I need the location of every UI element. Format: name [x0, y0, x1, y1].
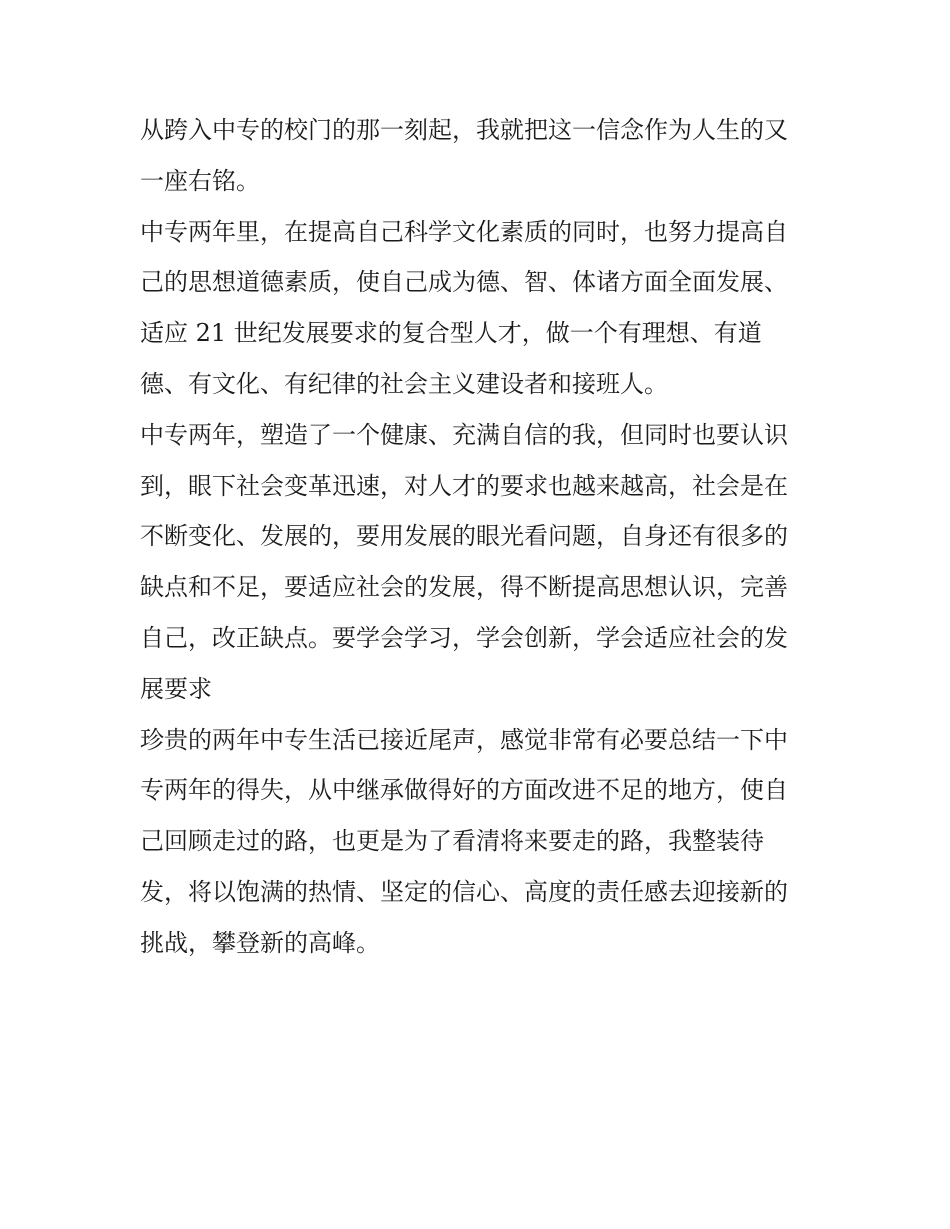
text-line: 己的思想道德素质，使自己成为德、智、体诸方面全面发展、 [140, 268, 788, 297]
text-line: 中专两年，塑造了一个健康、充满自信的我，但同时也要认识 [140, 420, 788, 449]
text-line: 发，将以饱满的热情、坚定的信心、高度的责任感去迎接新的 [140, 877, 788, 906]
text-line: 珍贵的两年中专生活已接近尾声，感觉非常有必要总结一下中 [140, 725, 788, 754]
text-line: 展要求 [140, 674, 212, 703]
text-line: 适应 21 世纪发展要求的复合型人才，做一个有理想、有道 [140, 319, 762, 348]
text-line: 到，眼下社会变革迅速，对人才的要求也越来越高，社会是在 [140, 471, 788, 500]
text-line: 一座右铭。 [140, 166, 260, 195]
text-line: 中专两年里，在提高自己科学文化素质的同时，也努力提高自 [140, 217, 788, 246]
text-line: 缺点和不足，要适应社会的发展，得不断提高思想认识，完善 [140, 573, 788, 602]
text-line: 挑战，攀登新的高峰。 [140, 928, 380, 957]
document-body [140, 105, 812, 969]
text-line: 自己，改正缺点。要学会学习，学会创新，学会适应社会的发 [140, 623, 788, 652]
text-line: 专两年的得失，从中继承做得好的方面改进不足的地方，使自 [140, 776, 788, 805]
text-line: 从跨入中专的校门的那一刻起，我就把这一信念作为人生的又 [140, 116, 788, 144]
text-line: 不断变化、发展的，要用发展的眼光看问题，自身还有很多的 [140, 522, 788, 551]
text-line: 己回顾走过的路，也更是为了看清将来要走的路，我整装待 [140, 827, 764, 856]
text-line: 德、有文化、有纪律的社会主义建设者和接班人。 [140, 369, 668, 398]
